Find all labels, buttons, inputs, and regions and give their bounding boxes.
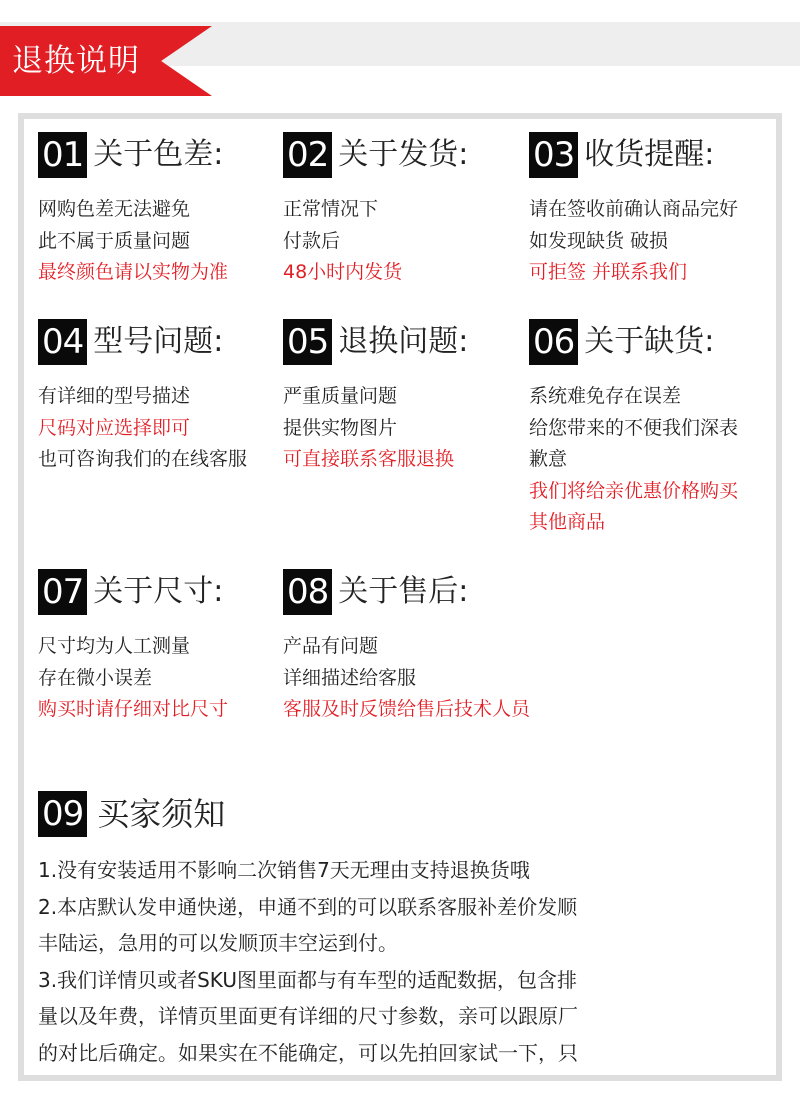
policy-section-08 [283,567,530,726]
highlight-line: 购买时请仔细对比尺寸 [38,698,229,720]
notice-head [38,790,758,838]
notice-body [38,852,758,1071]
highlight-line: 尺码对应选择即可 [38,416,191,439]
section-number: 06 [529,319,578,365]
section-title: 关于缺货: [584,324,715,359]
section-title: 关于发货: [338,137,469,172]
body-line: 详细描述给客服 [283,666,417,689]
notice-title: 买家须知 [97,795,226,833]
section-number: 04 [38,319,87,365]
body-line: 如发现缺货 破损 [529,229,669,252]
notice-line: 量以及年费，详情页里面更有详细的尺寸参数，亲可以跟原厂 [38,1004,578,1028]
section-number: 02 [283,132,332,178]
section-title: 关于色差: [93,137,224,172]
section-head [283,130,468,180]
section-title: 关于售后: [338,574,469,609]
section-head [283,567,530,617]
body-line: 歉意 [529,448,568,470]
highlight-line: 其他商品 [529,511,606,533]
body-line: 也可咨询我们的在线客服 [38,448,248,470]
section-title: 型号问题: [93,324,224,359]
section-body [529,194,738,289]
policy-section-07 [38,567,228,726]
body-line: 存在微小误差 [38,666,153,689]
section-body [283,631,530,726]
notice-number: 09 [38,791,87,837]
policy-section-06 [529,317,738,539]
highlight-line: 最终颜色请以实物为准 [38,261,229,283]
body-line: 提供实物图片 [283,416,398,439]
section-number: 05 [283,319,332,365]
policy-section-04 [38,317,247,476]
section-body [529,381,738,539]
section-head [529,130,738,180]
body-line: 请在签收前确认商品完好 [529,198,739,220]
notice-line: 丰陆运，急用的可以发顺顶丰空运到付。 [38,931,398,955]
section-title: 退换问题: [338,324,469,359]
policy-section-01 [38,130,228,289]
section-head [529,317,738,367]
highlight-line: 客服及时反馈给售后技术人员 [283,698,531,720]
section-body [283,381,468,476]
section-body [38,194,228,289]
section-title: 关于尺寸: [93,574,224,609]
section-title: 收货提醒: [584,137,715,172]
body-line: 系统难免存在误差 [529,385,682,407]
section-number: 07 [38,569,87,615]
section-number: 03 [529,132,578,178]
body-line: 此不属于质量问题 [38,229,191,252]
section-head [38,130,228,180]
body-line: 严重质量问题 [283,385,398,407]
notice-line: 1.没有安装适用不影响二次销售7天无理由支持退换货哦 [38,858,530,882]
section-body [283,194,468,289]
body-line: 正常情况下 [283,198,379,220]
highlight-line: 48小时内发货 [283,261,403,283]
section-body [38,381,247,476]
highlight-line: 可拒签 并联系我们 [529,261,688,283]
notice-line: 2.本店默认发申通快递，申通不到的可以联系客服补差价发顺 [38,894,578,919]
notice-line: 的对比后确定。如果实在不能确定，可以先拍回家试一下，只 [38,1040,578,1065]
policy-section-02 [283,130,468,289]
section-body [38,631,228,726]
section-number: 08 [283,569,332,615]
section-number: 01 [38,132,87,178]
body-line: 给您带来的不便我们深表 [529,416,739,439]
section-head [283,317,468,367]
body-line: 有详细的型号描述 [38,385,191,407]
body-line: 付款后 [283,229,341,252]
page-title: 退换说明 [12,43,140,79]
notice-line: 3.我们详情贝或者SKU图里面都与有车型的适配数据，包含排 [38,967,577,992]
section-head [38,567,228,617]
highlight-line: 可直接联系客服退换 [283,448,455,470]
body-line: 产品有问题 [283,635,379,657]
buyer-notice [38,790,758,1071]
section-divider [24,750,776,776]
highlight-line: 我们将给亲优惠价格购买 [529,479,739,502]
body-line: 网购色差无法避免 [38,198,191,220]
section-head [38,317,247,367]
body-line: 尺寸均为人工测量 [38,635,191,657]
policy-section-03 [529,130,738,289]
policy-section-05 [283,317,468,476]
